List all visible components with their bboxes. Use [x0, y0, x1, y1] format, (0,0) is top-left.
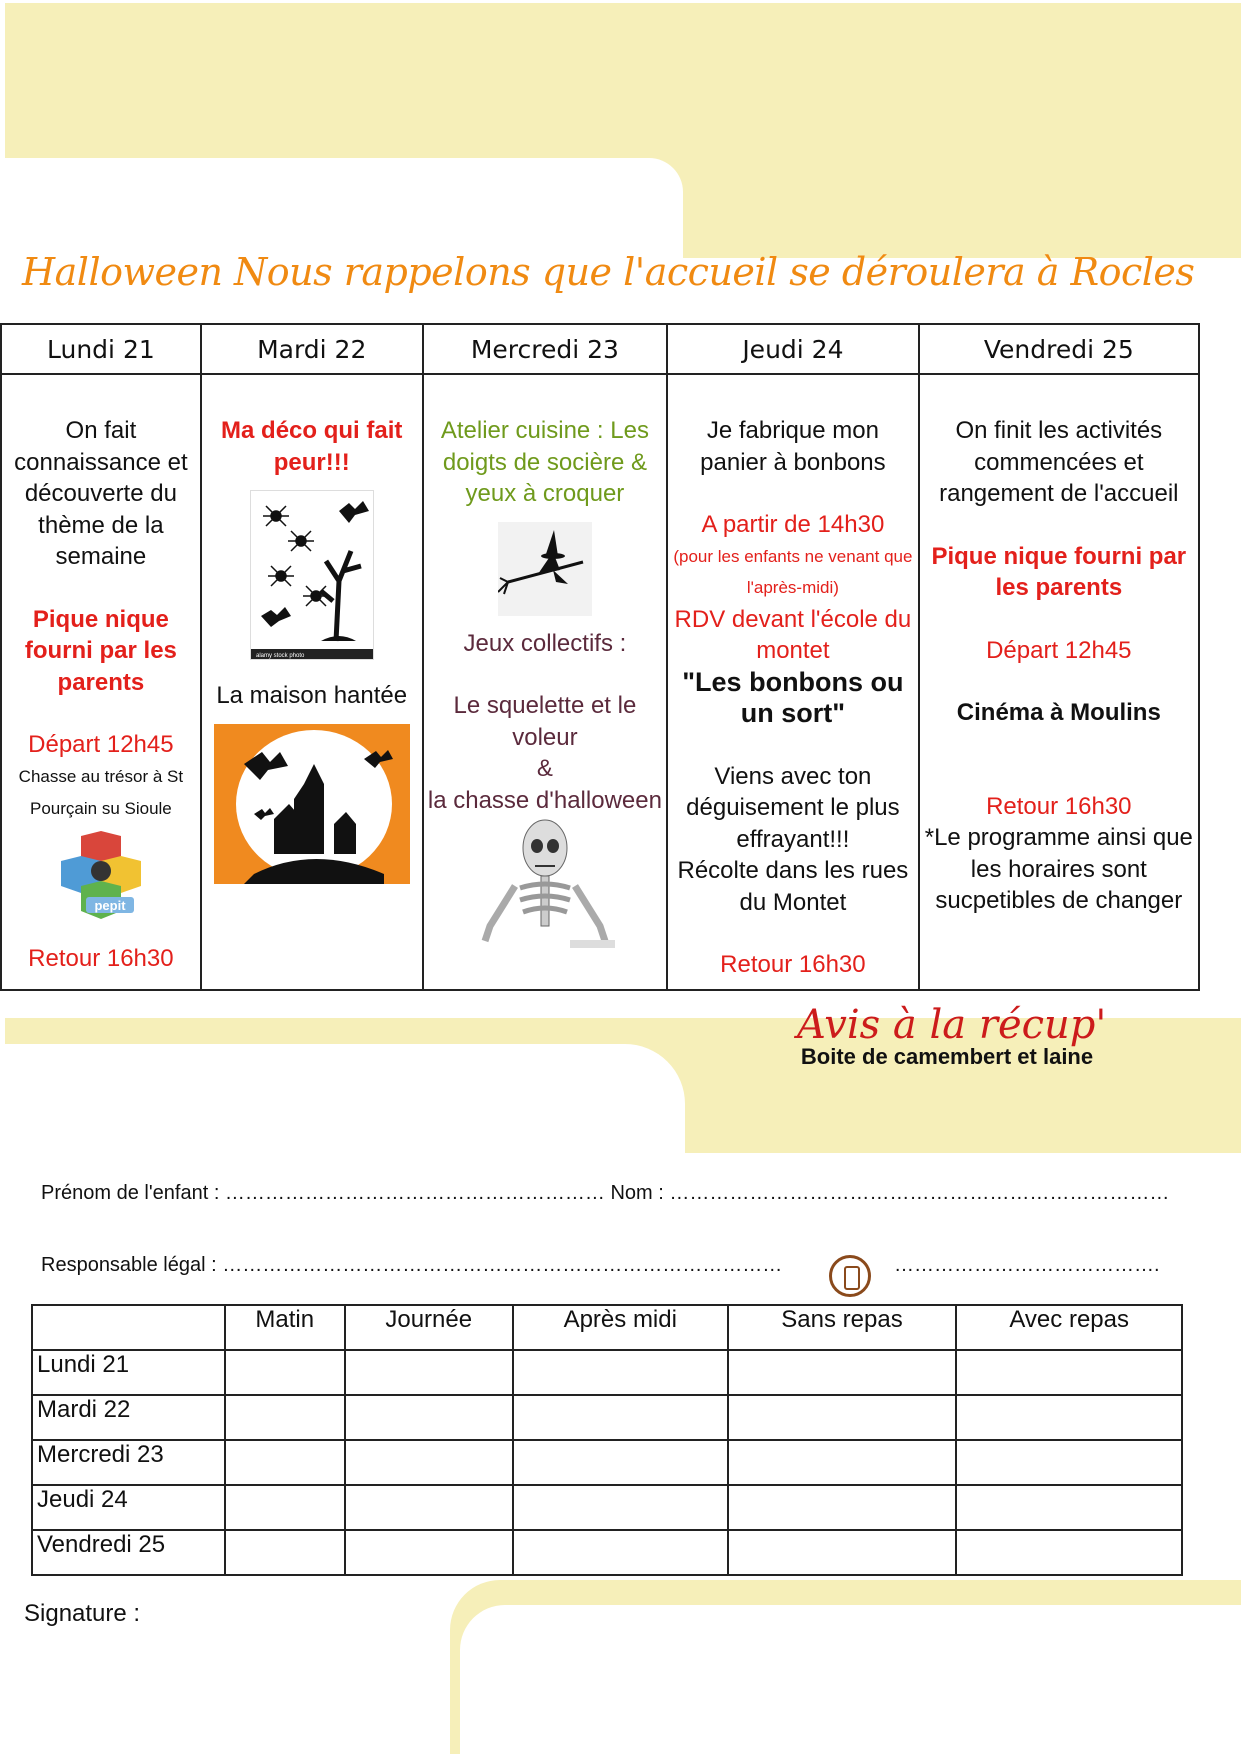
table-row: [32, 1440, 1182, 1485]
jeudi-cell: [667, 374, 918, 990]
lundi-activity: Chasse au trésor à St Pourçain su Sioule: [18, 766, 184, 818]
mardi-title: Ma déco qui fait peur!!!: [221, 417, 403, 476]
checkbox-cell[interactable]: [225, 1350, 345, 1395]
checkbox-cell[interactable]: [225, 1530, 345, 1575]
vendredi-cell: [919, 374, 1199, 990]
column-header: Avec repas: [956, 1305, 1182, 1350]
jeudi-retour: Retour 16h30: [720, 951, 866, 978]
pepit-logo: [56, 831, 146, 927]
jeudi-apartir: A partir de 14h30: [701, 511, 885, 538]
column-header: Sans repas: [728, 1305, 957, 1350]
prenom-nom-line[interactable]: Prénom de l'enfant : ………………………………………………… Nom : …………………………………………………………………: [41, 1182, 1170, 1204]
checkbox-cell[interactable]: [956, 1440, 1182, 1485]
phone-icon: [829, 1255, 871, 1297]
checkbox-cell[interactable]: [956, 1350, 1182, 1395]
checkbox-cell[interactable]: [345, 1485, 513, 1530]
svg-text:pepit: pepit: [94, 897, 126, 913]
bottom-decor-cutout: [460, 1605, 1241, 1754]
mardi-house: La maison hantée: [216, 682, 408, 709]
registration-header-row: [32, 1305, 1182, 1350]
lundi-retour: Retour 16h30: [28, 944, 174, 972]
week-program-table: [0, 323, 1200, 991]
row-label: Vendredi 25: [32, 1530, 225, 1575]
checkbox-cell[interactable]: [513, 1440, 728, 1485]
lundi-intro: On fait connaissance et découverte du thème de la semaine: [14, 417, 188, 570]
spider-bat-tree-image: [250, 490, 374, 660]
vendredi-depart: Départ 12h45: [986, 636, 1132, 664]
lundi-depart: Départ 12h45: [28, 731, 174, 758]
mercredi-chasse: la chasse d'halloween: [427, 786, 662, 814]
checkbox-cell[interactable]: [345, 1350, 513, 1395]
row-label: Mardi 22: [32, 1395, 225, 1440]
corner-cell: [32, 1305, 225, 1350]
checkbox-cell[interactable]: [345, 1530, 513, 1575]
lundi-picnic: Pique nique fourni par les parents: [24, 605, 177, 696]
checkbox-cell[interactable]: [513, 1485, 728, 1530]
day-header: Jeudi 24: [667, 324, 918, 374]
checkbox-cell[interactable]: [513, 1350, 728, 1395]
column-header: Matin: [225, 1305, 345, 1350]
checkbox-cell[interactable]: [345, 1440, 513, 1485]
row-label: Lundi 21: [32, 1350, 225, 1395]
row-label: Mercredi 23: [32, 1440, 225, 1485]
row-label: Jeudi 24: [32, 1485, 225, 1530]
mardi-cell: [201, 374, 423, 990]
checkbox-cell[interactable]: [728, 1485, 957, 1530]
checkbox-cell[interactable]: [513, 1395, 728, 1440]
week-content-row: [1, 374, 1199, 990]
checkbox-cell[interactable]: [225, 1395, 345, 1440]
jeudi-recolte: Récolte dans les rues du Montet: [677, 857, 909, 916]
skeleton-image: [475, 816, 615, 948]
checkbox-cell[interactable]: [728, 1530, 957, 1575]
headline: Halloween Nous rappelons que l'accueil se déroulera à Rocles: [22, 250, 1195, 294]
jeudi-viens: Viens avec ton déguisement le plus effrayant!!!: [686, 762, 900, 853]
checkbox-cell[interactable]: [728, 1350, 957, 1395]
witch-image: [498, 522, 592, 616]
checkbox-cell[interactable]: [956, 1395, 1182, 1440]
mercredi-cell: [423, 374, 668, 990]
recup-title: Avis à la récup': [797, 1002, 1107, 1048]
svg-text:alamy stock photo: alamy stock photo: [255, 653, 305, 659]
signature-label: Signature :: [24, 1600, 141, 1627]
day-header: Vendredi 25: [919, 324, 1199, 374]
jeudi-rdv: RDV devant l'école du montet: [674, 605, 912, 664]
day-header: Mardi 22: [201, 324, 423, 374]
vendredi-cinema: Cinéma à Moulins: [956, 699, 1161, 726]
responsable-line[interactable]: Responsable légal : …………………………………………………………………………: [41, 1254, 783, 1276]
mercredi-jeux: Jeux collectifs :: [463, 629, 627, 657]
registration-table: [31, 1304, 1183, 1576]
week-header-row: [1, 324, 1199, 374]
vendredi-retour: Retour 16h30: [986, 792, 1132, 820]
middle-decor-cutout: [5, 1044, 685, 1154]
day-header: Mercredi 23: [423, 324, 668, 374]
table-row: [32, 1530, 1182, 1575]
table-row: [32, 1485, 1182, 1530]
checkbox-cell[interactable]: [225, 1485, 345, 1530]
phone-line[interactable]: ………………………………….: [894, 1254, 1160, 1276]
checkbox-cell[interactable]: [513, 1530, 728, 1575]
checkbox-cell[interactable]: [225, 1440, 345, 1485]
vendredi-note: *Le programme ainsi que les horaires sont sucpetibles de changer: [924, 824, 1193, 914]
mercredi-amp: &: [536, 755, 553, 782]
jeudi-panier: Je fabrique mon panier à bonbons: [700, 417, 886, 476]
checkbox-cell[interactable]: [956, 1530, 1182, 1575]
vendredi-finit: On finit les activités commencées et rangement de l'accueil: [939, 417, 1179, 507]
checkbox-cell[interactable]: [728, 1395, 957, 1440]
table-row: [32, 1395, 1182, 1440]
jeudi-note: (pour les enfants ne venant que l'après-midi): [673, 546, 913, 597]
mercredi-squelette: Le squelette et le voleur: [453, 692, 637, 751]
column-header: Après midi: [513, 1305, 728, 1350]
column-header: Journée: [345, 1305, 513, 1350]
table-row: [32, 1350, 1182, 1395]
haunted-house-image: [214, 724, 410, 884]
checkbox-cell[interactable]: [956, 1485, 1182, 1530]
jeudi-slogan: "Les bonbons ou un sort": [682, 666, 904, 728]
mercredi-atelier: Atelier cuisine : Les doigts de socière & yeux à croquer: [440, 417, 649, 507]
checkbox-cell[interactable]: [345, 1395, 513, 1440]
day-header: Lundi 21: [1, 324, 201, 374]
recup-subtitle: Boite de camembert et laine: [800, 1044, 1094, 1069]
recup-notice: [797, 1002, 1107, 1070]
lundi-cell: [1, 374, 201, 990]
vendredi-picnic: Pique nique fourni par les parents: [931, 542, 1187, 601]
checkbox-cell[interactable]: [728, 1440, 957, 1485]
